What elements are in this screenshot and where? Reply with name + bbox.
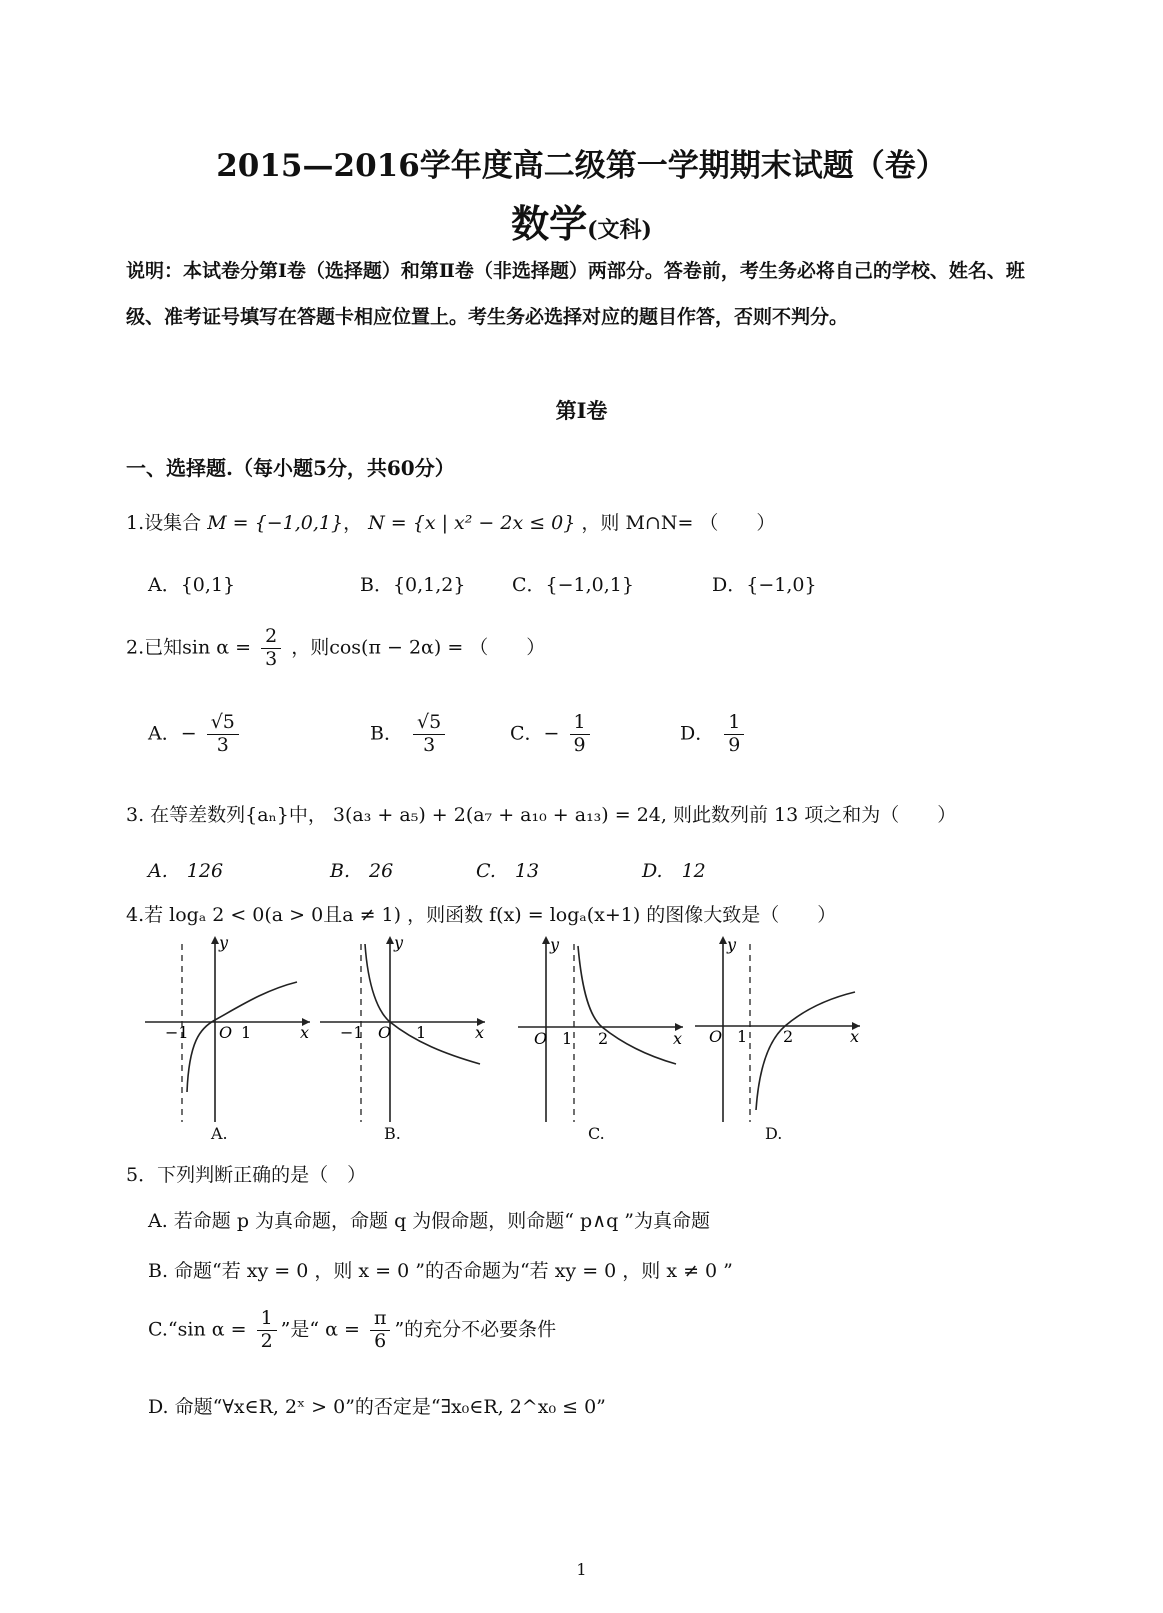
- instructions: 说明：本试卷分第Ⅰ卷（选择题）和第Ⅱ卷（非选择题）两部分。答卷前，考生务必将自己的学校、姓名、班级、准考证号填写在答题卡相应位置上。考生务必选择对应的题目作答，否则不判分。: [126, 260, 1025, 328]
- svg-text:O: O: [709, 1027, 723, 1046]
- q2-option-a: A．− $\frac{√5}{3}$: [148, 712, 243, 757]
- svg-text:y: y: [394, 933, 404, 952]
- question-4: 4.若 logₐ 2 < 0(a > 0且a ≠ 1) ，则函数 f(x) = logₐ(x+1) 的图像大致是（ ）: [126, 904, 837, 926]
- svg-text:−1: −1: [165, 1023, 189, 1042]
- subject-name: 数学: [511, 201, 588, 246]
- svg-text:y: y: [727, 935, 737, 954]
- question-1: 1.设集合 M = {−1,0,1}， N = {x | x² − 2x ≤ 0} ，则 M∩N= （ ）: [126, 512, 776, 534]
- q5-option-c: C.“sin α = $\frac{1}{2}$ ”是“ α = $\frac{\pi}{6}$ ”的充分不必要条件: [148, 1307, 557, 1352]
- section-title: 一、选择题.（每小题5分，共60分）: [126, 456, 455, 480]
- question-2: [126, 626, 545, 671]
- q1-set-m: M = {−1,0,1}: [207, 512, 344, 534]
- svg-text:1: 1: [562, 1029, 573, 1048]
- svg-text:2: 2: [783, 1027, 794, 1046]
- q3-option-c: C. 13: [476, 860, 540, 882]
- svg-text:x: x: [673, 1029, 683, 1048]
- q1-set-n: N = {x | x² − 2x ≤ 0}: [368, 512, 576, 534]
- q1-text-a: 1.设集合: [126, 512, 202, 534]
- q2-fraction: $\frac{2}{3}$: [261, 626, 281, 671]
- svg-text:O: O: [534, 1029, 548, 1048]
- q1-option-a: A．{0,1}: [148, 574, 236, 596]
- q2-option-b: B． $\frac{√5}{3}$: [370, 712, 449, 757]
- svg-text:1: 1: [737, 1027, 748, 1046]
- svg-text:x: x: [300, 1023, 310, 1042]
- svg-text:x: x: [475, 1023, 485, 1042]
- svg-text:1: 1: [416, 1023, 427, 1042]
- q5-option-a: A. 若命题 p 为真命题，命题 q 为假命题，则命题“ p∧q ”为真命题: [148, 1210, 711, 1232]
- part-title: 第Ⅰ卷: [555, 398, 608, 423]
- q4-graph-c-plot: [518, 932, 688, 1132]
- q5-option-d: D. 命题“∀x∈R, 2ˣ > 0”的否定是“∃x₀∈R, 2^x₀ ≤ 0”: [148, 1396, 606, 1418]
- q5-option-b: B. 命题“若 xy = 0 ，则 x = 0 ”的否命题为“若 xy = 0 ，则 x ≠ 0 ”: [148, 1260, 733, 1282]
- svg-text:O: O: [378, 1023, 392, 1042]
- q1-option-b: B．{0,1,2}: [360, 574, 466, 596]
- svg-text:y: y: [219, 933, 229, 952]
- q4-graph-b-plot: [320, 932, 490, 1132]
- q4-graph-c: y x O 1 2 C.: [518, 932, 688, 1132]
- exam-title: 2015—2016学年度高二级第一学期期末试题（卷）: [216, 148, 947, 184]
- svg-text:−1: −1: [340, 1023, 364, 1042]
- subject-note: (文科): [587, 217, 652, 243]
- q4-graph-a-plot: [145, 932, 315, 1132]
- q4-graph-d: y x O 1 2 D.: [695, 932, 865, 1132]
- q3-option-d: D. 12: [642, 860, 706, 882]
- q2-prefix: 2.已知sin α =: [126, 636, 252, 659]
- q1-option-c: C．{−1,0,1}: [512, 574, 634, 596]
- q1-option-d: D．{−1,0}: [712, 574, 817, 596]
- page-number: 1: [576, 1560, 587, 1579]
- q3-option-b: B. 26: [330, 860, 394, 882]
- q4-graph-a: y x O 1 −1 A.: [145, 932, 315, 1132]
- question-3: 3. 在等差数列{aₙ}中， 3(a₃ + a₅) + 2(a₇ + a₁₀ + a₁₃) = 24, 则此数列前 13 项之和为（ ）: [126, 804, 957, 826]
- q1-text-b: ，则 M∩N= （ ）: [581, 512, 776, 534]
- subject-title: [0, 193, 1163, 248]
- svg-text:2: 2: [598, 1029, 609, 1048]
- q4-graph-b: y x O 1 −1 B.: [320, 932, 490, 1132]
- q4-graph-d-plot: [695, 932, 865, 1132]
- q2-option-c: C．− $\frac{1}{9}$: [510, 712, 594, 757]
- q3-option-a: A. 126: [148, 860, 224, 882]
- q2-suffix: ，则cos(π − 2α) = （ ）: [291, 636, 546, 659]
- svg-text:y: y: [550, 935, 560, 954]
- question-5: 5．下列判断正确的是（ ）: [126, 1164, 367, 1186]
- svg-text:1: 1: [241, 1023, 252, 1042]
- q2-option-d: D． $\frac{1}{9}$: [680, 712, 748, 757]
- svg-text:x: x: [850, 1027, 860, 1046]
- svg-text:O: O: [219, 1023, 233, 1042]
